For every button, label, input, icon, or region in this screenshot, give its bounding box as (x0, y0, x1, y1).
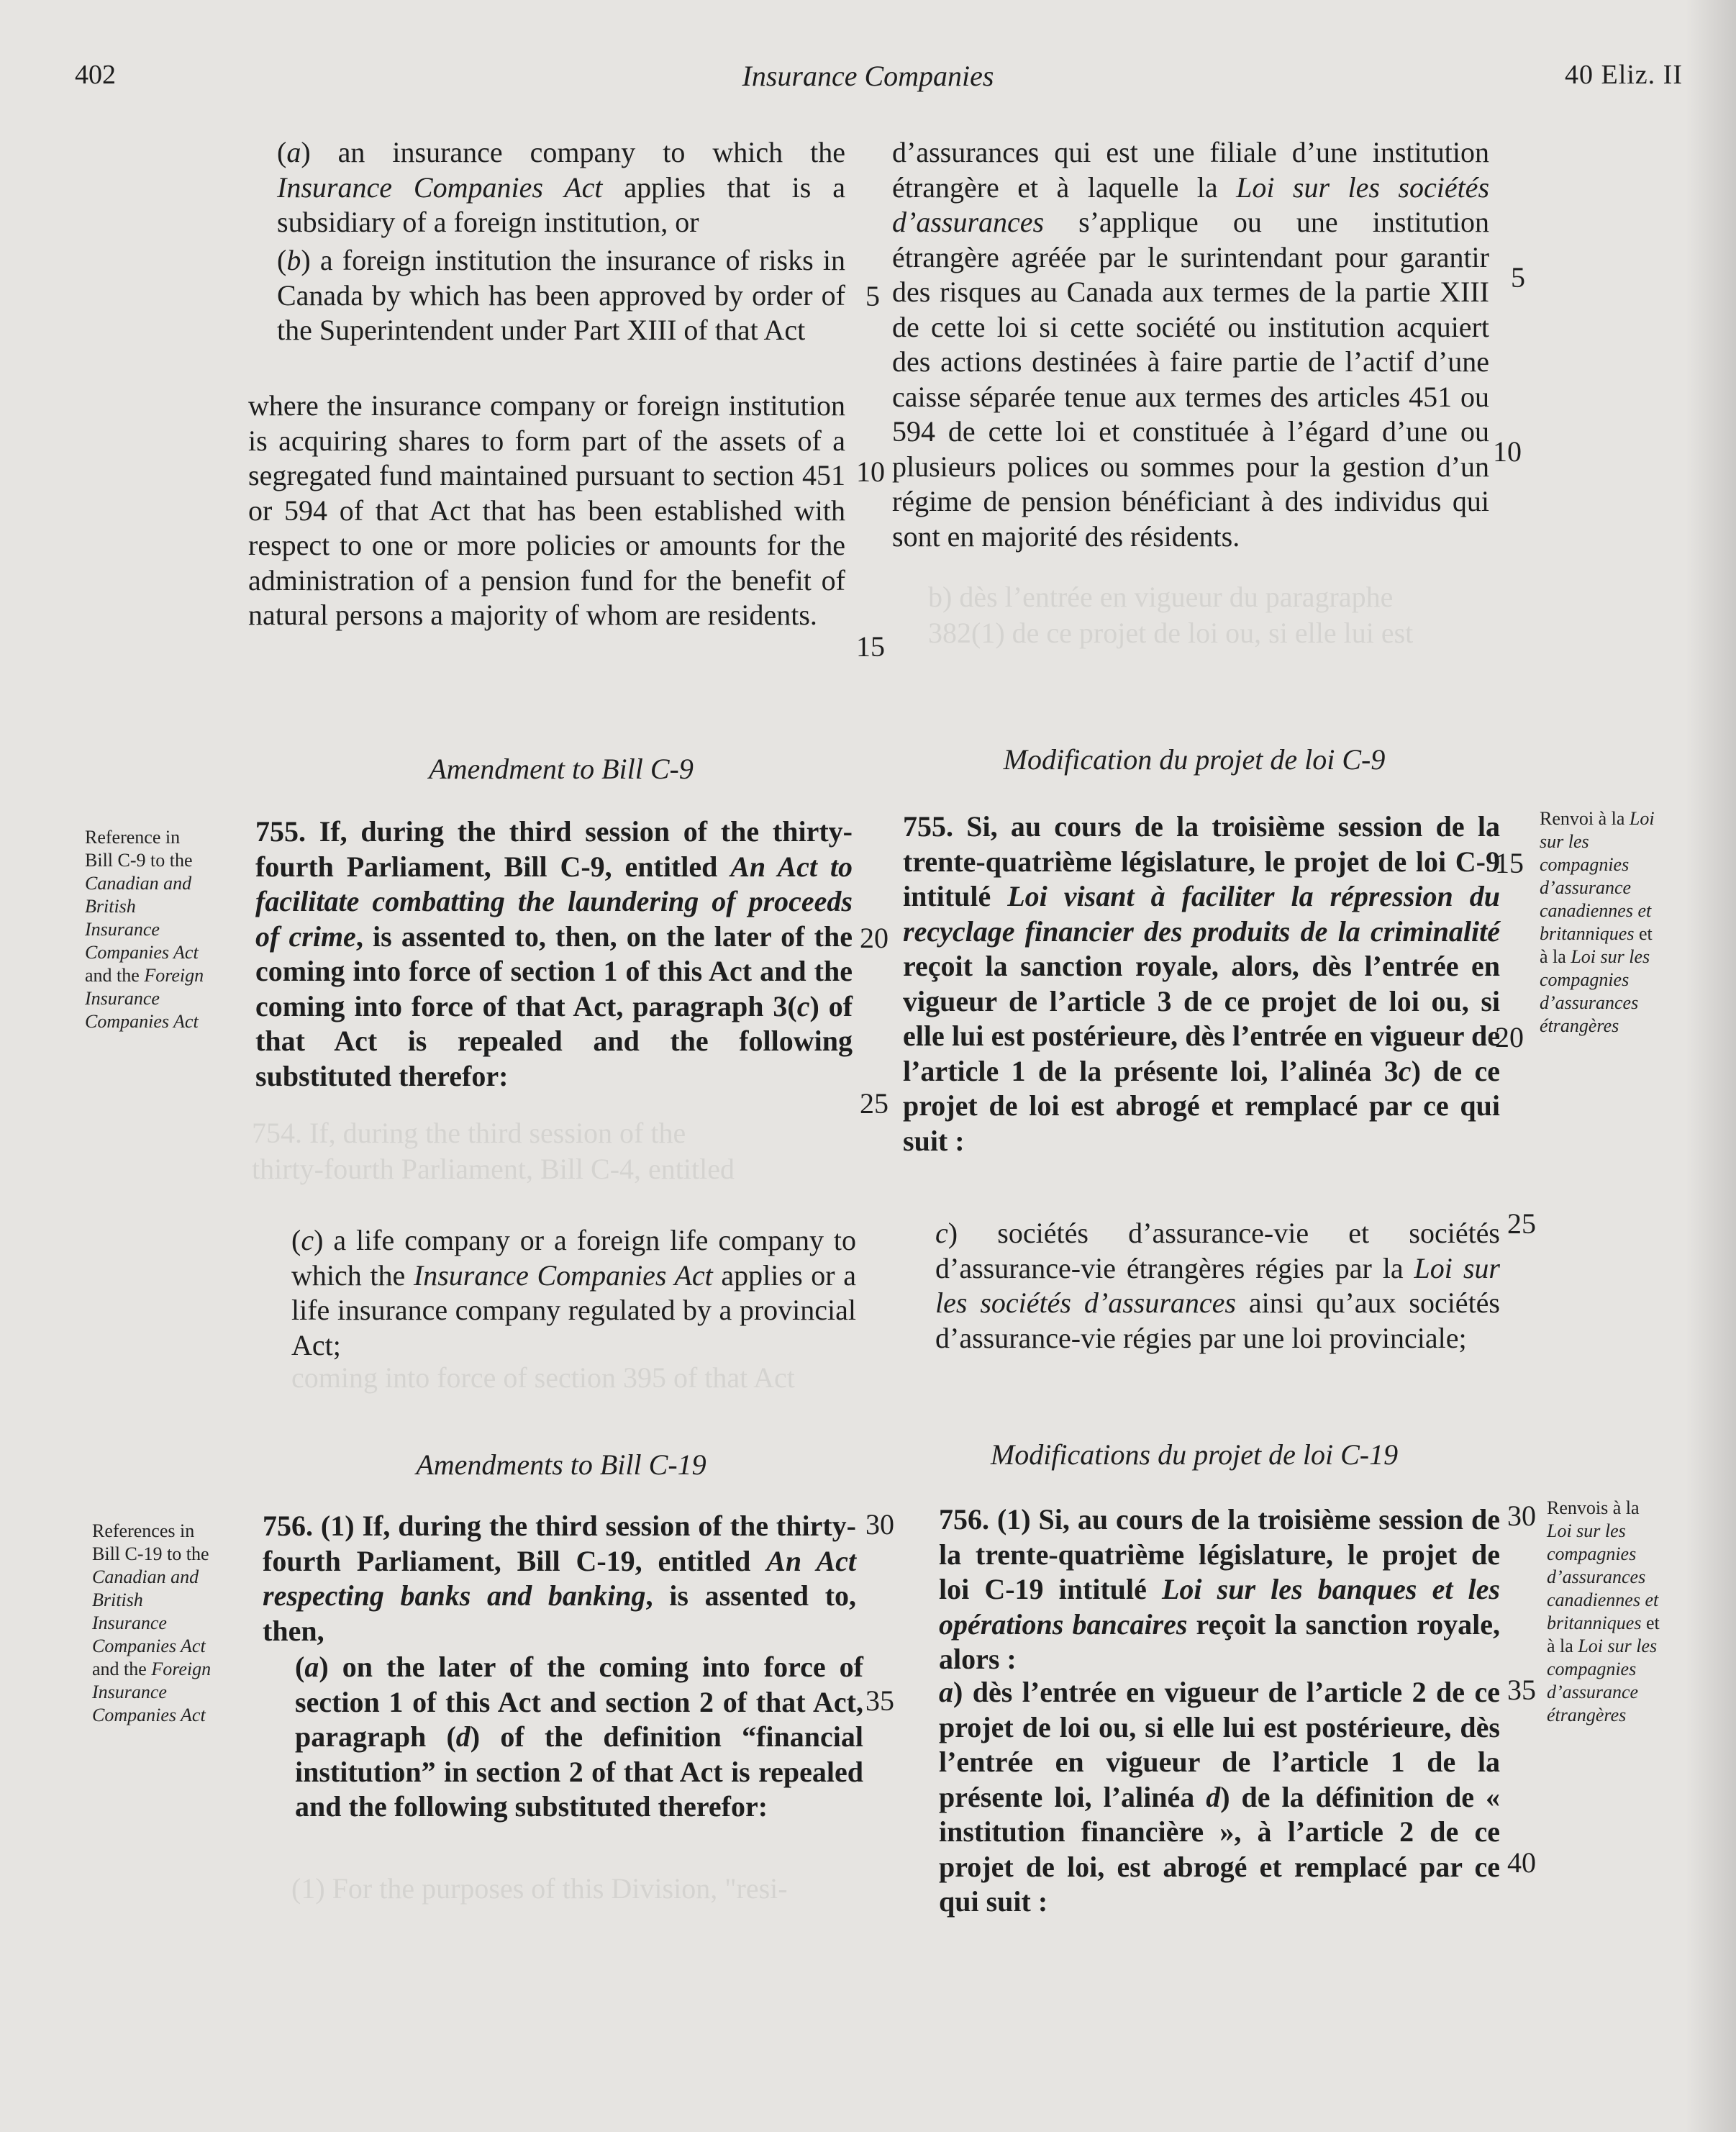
page-number: 402 (75, 60, 116, 90)
line-number: 5 (1511, 261, 1525, 294)
line-number: 10 (1493, 435, 1522, 468)
show-through-text: b) dès l’entrée en vigueur du paragraphe (928, 581, 1394, 613)
line-number: 40 (1507, 1846, 1536, 1879)
line-number: 15 (1495, 847, 1524, 879)
fr-continuation: d’assurances qui est une filiale d’une institution étrangère et à laquelle la Loi sur les sociétés d’assurances s’applique ou une institution étrangère agréée par le surintendant pour garantir des risques au Canada aux termes de la partie XIII de cette loi si cette société ou institution acquiert des actions destinées à faire partie de l’actif d’une caisse séparée tenue aux termes des articles 451 ou 594 de cette loi et constituée à l’égard d’une ou plusieurs polices ou sommes pour la gestion d’un régime de pension bénéficiant à des individus qui sont en majorité des résidents. (892, 136, 1490, 553)
heading-amendments-bill-c19: Amendments to Bill C-19 (416, 1448, 706, 1481)
section-756-en: 756. (1) If, during the third session of the thirty-fourth Parliament, Bill C-19, entitled An Act respecting banks and banking, is assented to, then, (263, 1510, 857, 1647)
running-title: Insurance Companies (742, 60, 994, 92)
section-756-fr-alinea-a: a) dès l’entrée en vigueur de l’article 2 de ce projet de loi ou, si elle lui est postérieure, dès l’entrée en vigueur de l’article 1 de la présente loi, l’alinéa d) de la définition de « institution financière », à l’article 2 de ce projet de loi, est abrogé et remplacé par ce qui suit : (939, 1676, 1501, 1918)
show-through-text: 754. If, during the third session of the (252, 1117, 686, 1149)
line-number: 30 (1507, 1500, 1536, 1532)
line-number: 20 (1495, 1021, 1524, 1053)
heading-modification-projet-c9: Modification du projet de loi C-9 (1003, 743, 1386, 776)
line-number: 25 (860, 1087, 889, 1120)
heading-amendment-bill-c9: Amendment to Bill C-9 (429, 753, 694, 785)
show-through-text: 382(1) de ce projet de loi ou, si elle lui est (928, 617, 1414, 649)
regnal-year: 40 Eliz. II (1564, 60, 1683, 90)
line-number: 10 (856, 455, 885, 488)
line-number: 20 (860, 922, 889, 954)
show-through-text: (1) For the purposes of this Division, "resi- (291, 1872, 788, 1905)
line-number: 30 (865, 1508, 894, 1541)
section-756-en-paragraph-a: (a) on the later of the coming into force of section 1 of this Act and section 2 of that Act, paragraph (d) of the definition “financial institution” in section 2 of that Act is repealed and the following substituted therefor: (295, 1651, 863, 1823)
page-edge-shadow (1686, 0, 1736, 2132)
line-number: 35 (865, 1684, 894, 1717)
show-through-text: coming into force of section 395 of that Act (291, 1361, 795, 1394)
en-paragraph-b: (b) a foreign institution the insurance of risks in Canada by which has been approved by order of the Superintendent under Part XIII of that Act (277, 244, 845, 346)
en-closing-words: where the insurance company or foreign institution is acquiring shares to form part of the assets of a segregated fund maintained pursuant to section 451 or 594 of that Act that has been established with respect to one or more policies or amounts for the administration of a pension fund for the benefit of natural persons a majority of whom are residents. (248, 389, 845, 631)
line-number: 15 (856, 630, 885, 663)
section-755-en: 755. If, during the third session of the thirty-fourth Parliament, Bill C-9, entitled An Act to facilitate combatting the laundering of proceeds of crime, is assented to, then, on the later of the coming into force of section 1 of this Act and the coming into force of that Act, paragraph 3(c) of that Act is repealed and the following substituted therefor: (255, 815, 853, 1092)
fr-alinea-c: c) sociétés d’assurance-vie et sociétés d’assurance-vie étrangères régies par la Loi sur les sociétés d’assurances ainsi qu’aux sociétés d’assurance-vie régies par une loi provinciale; (935, 1217, 1500, 1354)
line-number: 5 (865, 280, 880, 312)
marginal-note-fr-755: Renvoi à la Loi sur les compagnies d’assurance canadiennes et britanniques et à la Loi sur les compagnies d’assurances étrangères (1540, 808, 1655, 1036)
en-paragraph-c: (c) a life company or a foreign life company to which the Insurance Companies Act applies or a life insurance company regulated by a provincial Act; (291, 1224, 857, 1361)
line-number: 35 (1507, 1674, 1536, 1706)
show-through-text: thirty-fourth Parliament, Bill C-4, entitled (252, 1153, 735, 1185)
marginal-note-en-755: Reference in Bill C-9 to the Canadian and British Insurance Companies Act and the Foreign Insurance Companies Act (85, 827, 204, 1032)
section-756-fr: 756. (1) Si, au cours de la troisième session de la trente-quatrième législature, le projet de loi C-19 intitulé Loi sur les banques et les opérations bancaires reçoit la sanction royale, alors : (939, 1503, 1501, 1675)
en-paragraph-a: (a) an insurance company to which the Insurance Companies Act applies that is a subsidiary of a foreign institution, or (277, 136, 845, 238)
marginal-note-fr-756: Renvois à la Loi sur les compagnies d’assurances canadiennes et britanniques et à la Loi sur les compagnies d’assurance étrangères (1547, 1497, 1660, 1725)
marginal-note-en-756: References in Bill C-19 to the Canadian and British Insurance Companies Act and the Foreign Insurance Companies Act (92, 1520, 212, 1725)
line-number: 25 (1507, 1207, 1536, 1240)
heading-modifications-projet-c19: Modifications du projet de loi C-19 (990, 1438, 1399, 1471)
section-755-fr: 755. Si, au cours de la troisième session de la trente-quatrième législature, le projet de loi C-9 intitulé Loi visant à faciliter la répression du recyclage financier des produits de la criminalité reçoit la sanction royale, alors, dès l’entrée en vigueur de l’article 3 de ce projet de loi ou, si elle lui est postérieure, dès l’entrée en vigueur de l’article 1 de la présente loi, l’alinéa 3c) de ce projet de loi est abrogé et remplacé par ce qui suit : (903, 810, 1501, 1157)
